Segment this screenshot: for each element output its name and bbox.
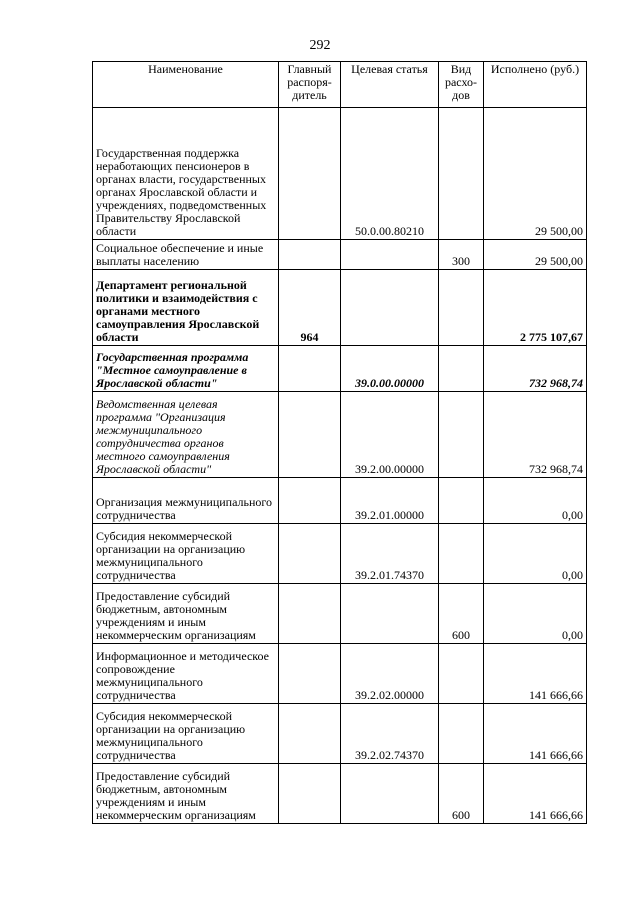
row-owner <box>279 346 341 392</box>
row-kind <box>439 644 484 704</box>
row-owner <box>279 584 341 644</box>
table-row <box>93 524 587 584</box>
row-name: Предоставление субсидий бюджетным, автономным учреждениям и иным некоммерческим организациям <box>93 584 279 644</box>
row-owner <box>279 108 341 240</box>
row-amount: 0,00 <box>484 478 587 524</box>
row-article: 39.2.02.00000 <box>341 644 439 704</box>
row-name: Государственная поддержка неработающих пенсионеров в органах власти, государственных органах Ярославской области и учреждениях, подведомственных Правительству Ярославской области <box>93 108 279 240</box>
row-article: 39.2.01.00000 <box>341 478 439 524</box>
row-owner <box>279 704 341 764</box>
row-owner: 964 <box>279 270 341 346</box>
row-name: Субсидия некоммерческой организации на организацию межмуниципального сотрудничества <box>93 524 279 584</box>
table-row <box>93 392 587 478</box>
row-article <box>341 240 439 270</box>
row-amount: 141 666,66 <box>484 764 587 824</box>
row-article: 39.0.00.00000 <box>341 346 439 392</box>
row-kind <box>439 392 484 478</box>
row-kind <box>439 270 484 346</box>
row-name: Ведомственная целевая программа "Организация межмуниципального сотрудничества органов местного самоуправления Ярославской области" <box>93 392 279 478</box>
row-kind <box>439 346 484 392</box>
table-row <box>93 270 587 346</box>
table-row <box>93 644 587 704</box>
row-amount: 732 968,74 <box>484 346 587 392</box>
row-amount: 0,00 <box>484 584 587 644</box>
row-owner <box>279 240 341 270</box>
table-row <box>93 478 587 524</box>
row-owner <box>279 764 341 824</box>
table-row <box>93 108 587 240</box>
row-owner <box>279 644 341 704</box>
row-kind <box>439 704 484 764</box>
row-name: Субсидия некоммерческой организации на организацию межмуниципального сотрудничества <box>93 704 279 764</box>
row-article: 50.0.00.80210 <box>341 108 439 240</box>
row-name: Социальное обеспечение и иные выплаты населению <box>93 240 279 270</box>
row-kind: 600 <box>439 764 484 824</box>
row-owner <box>279 478 341 524</box>
row-amount: 29 500,00 <box>484 240 587 270</box>
row-amount: 0,00 <box>484 524 587 584</box>
row-name: Информационное и методическое сопровождение межмуниципального сотрудничества <box>93 644 279 704</box>
row-owner <box>279 524 341 584</box>
row-amount: 141 666,66 <box>484 644 587 704</box>
table-header-row <box>93 62 587 108</box>
column-header-amount: Исполнено (руб.) <box>484 62 587 108</box>
row-article: 39.2.02.74370 <box>341 704 439 764</box>
row-amount: 2 775 107,67 <box>484 270 587 346</box>
row-amount: 732 968,74 <box>484 392 587 478</box>
column-header-kind: Вид расхо-дов <box>439 62 484 108</box>
row-article: 39.2.01.74370 <box>341 524 439 584</box>
row-kind <box>439 108 484 240</box>
row-article: 39.2.00.00000 <box>341 392 439 478</box>
row-name: Организация межмуниципального сотрудничества <box>93 478 279 524</box>
row-amount: 141 666,66 <box>484 704 587 764</box>
table-row <box>93 704 587 764</box>
row-name: Департамент региональной политики и взаимодействия с органами местного самоуправления Ярославской области <box>93 270 279 346</box>
page-number: 292 <box>309 38 331 53</box>
row-article <box>341 270 439 346</box>
row-kind <box>439 524 484 584</box>
table-row <box>93 584 587 644</box>
row-name: Предоставление субсидий бюджетным, автономным учреждениям и иным некоммерческим организациям <box>93 764 279 824</box>
row-article <box>341 584 439 644</box>
row-kind <box>439 478 484 524</box>
row-owner <box>279 392 341 478</box>
table-row <box>93 764 587 824</box>
column-header-owner: Главный распоря-дитель <box>279 62 341 108</box>
table-row <box>93 346 587 392</box>
row-kind: 300 <box>439 240 484 270</box>
row-name: Государственная программа "Местное самоуправление в Ярославской области" <box>93 346 279 392</box>
row-kind: 600 <box>439 584 484 644</box>
column-header-name: Наименование <box>93 62 279 108</box>
row-amount: 29 500,00 <box>484 108 587 240</box>
column-header-article: Целевая статья <box>341 62 439 108</box>
row-article <box>341 764 439 824</box>
budget-table <box>92 61 587 824</box>
table-row <box>93 240 587 270</box>
